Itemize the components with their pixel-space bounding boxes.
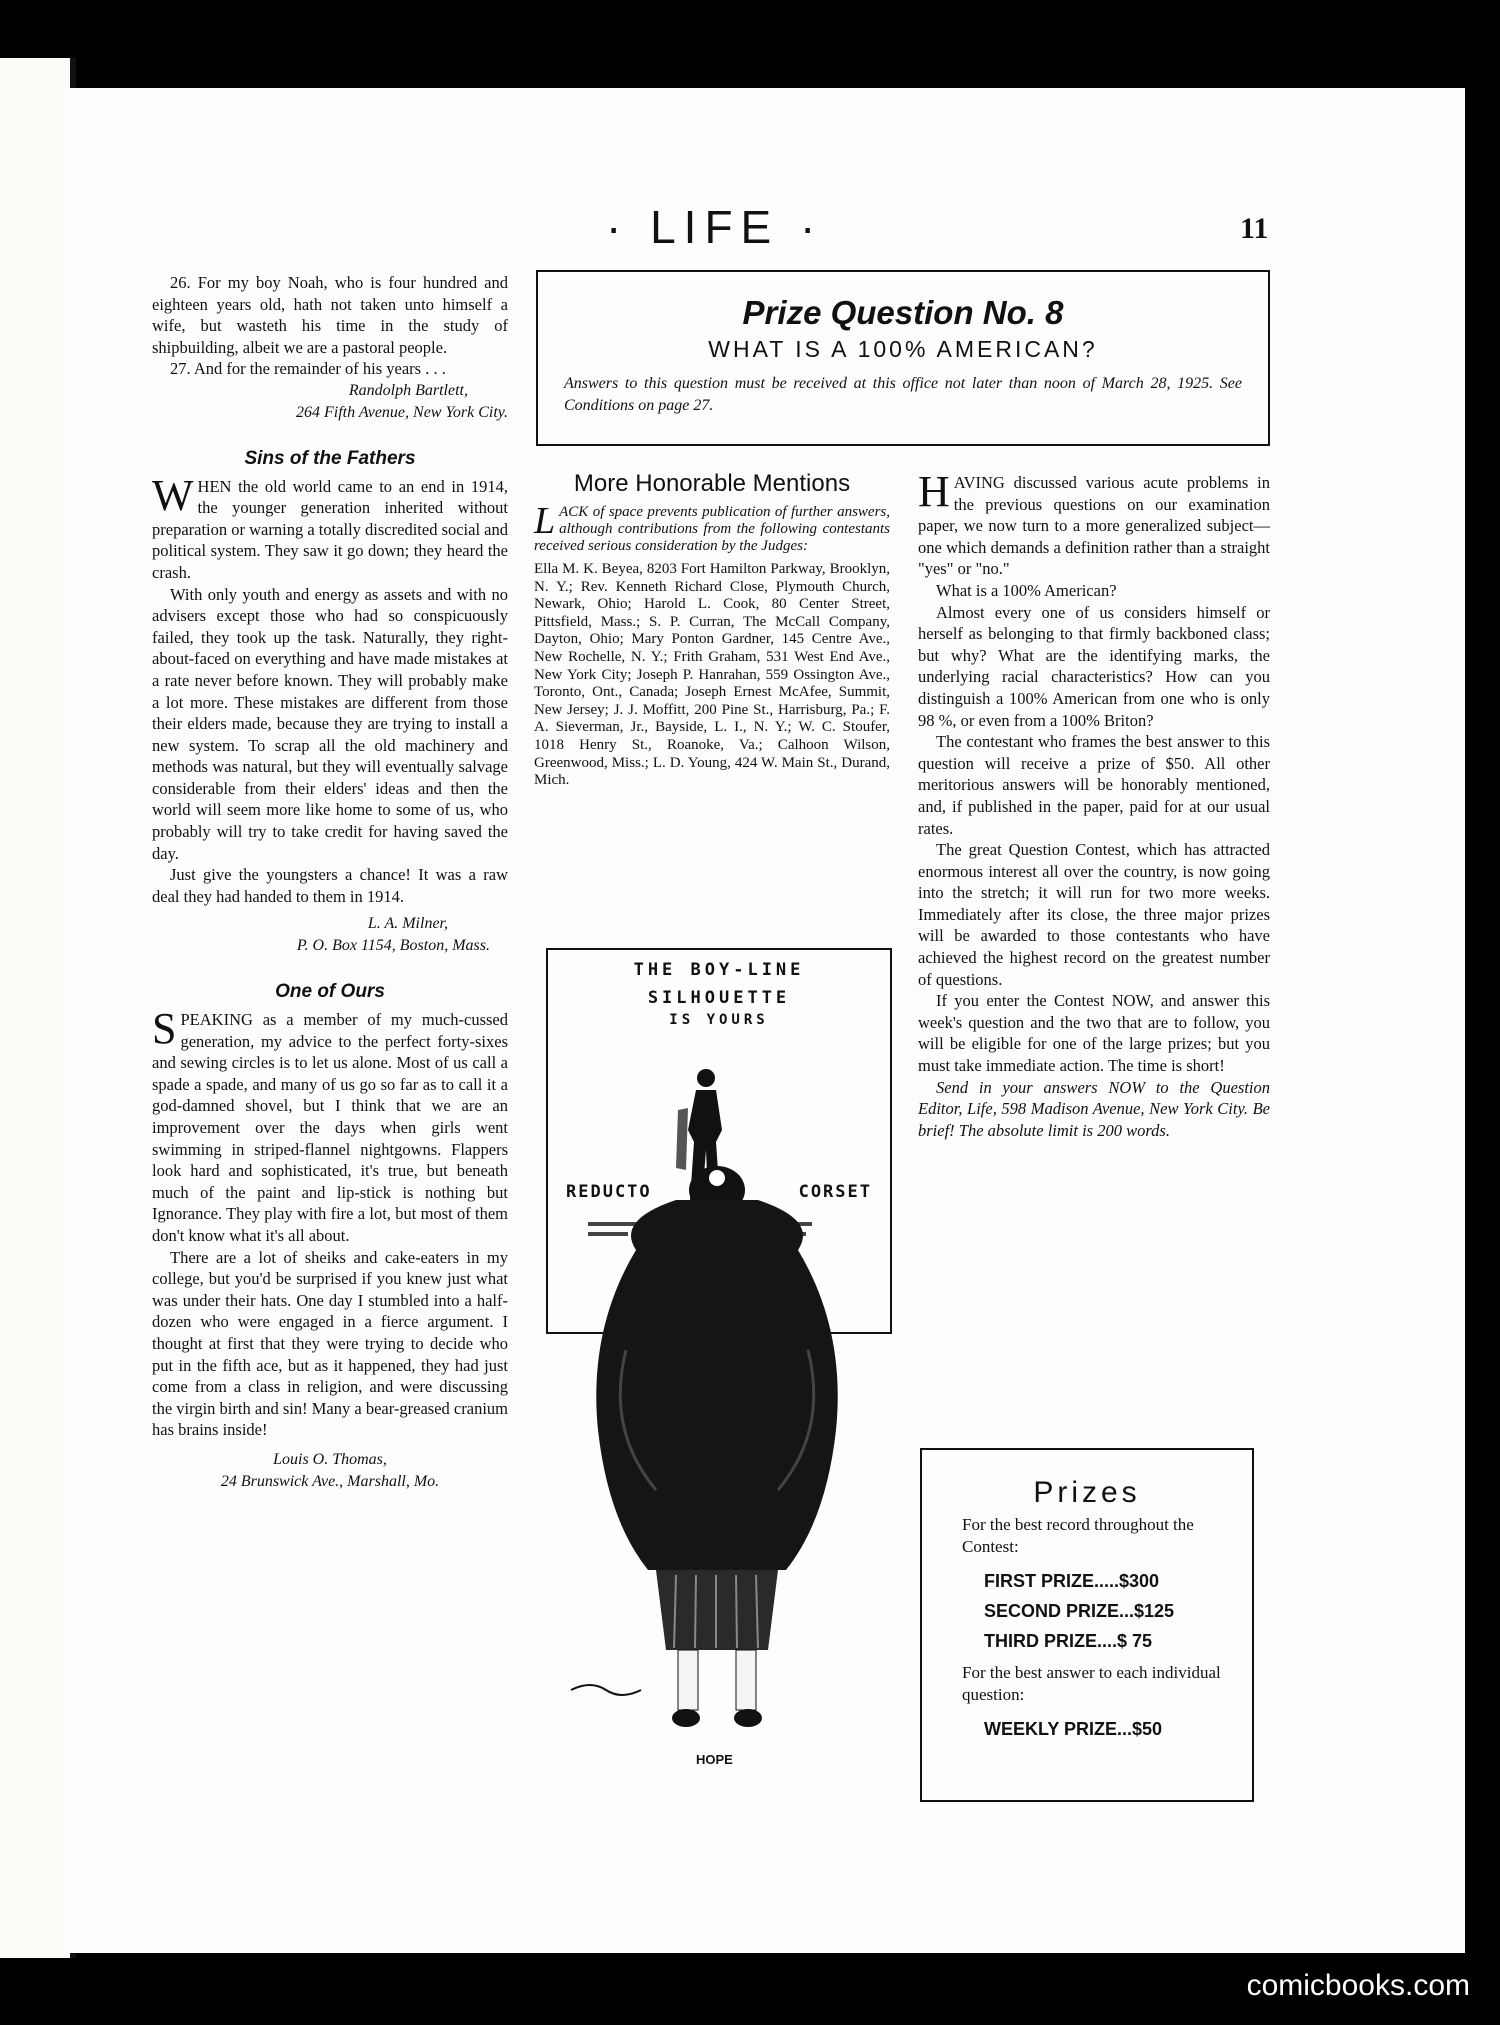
mentions-title: More Honorable Mentions	[573, 470, 851, 497]
poster-word-reducto: REDUCTO	[566, 1182, 652, 1202]
right-column	[918, 467, 1270, 1141]
right-paragraph-3: Almost every one of us considers himself or herself as belonging to that firmly backboned class; but why? What are the identifying marks, the underlying racial characteristics? How can you distinguish a 100% American from one who is only 98 %, or even from a 100% Briton?	[918, 602, 1270, 730]
poster-line-1: THE BOY-LINE	[633, 960, 805, 980]
sins-paragraph-3: Just give the youngsters a chance! It was a raw deal they had handed to them in 1914.	[152, 865, 508, 906]
drop-cap-h: H	[918, 467, 950, 516]
ours-paragraph-1: PEAKING as a member of my much-cussed generation, my advice to the perfect forty-sixes and sewing circles is to let us alone. Most of us call a spade a spade, and many of us go so far as to call it a god-damned shovel, but I think that we are an improvement over the days when girls went swimming in striped-flannel nightgowns. Flappers look hard and sophisticated, it's true, but beneath much of the paint and lip-stick is nothing but Ignorance. They play with fire a lot, but most of them don't know what it's all about.	[152, 1010, 508, 1245]
cartoon-caption: HOPE	[696, 1752, 733, 1767]
mentions-lead: ACK of space prevents publication of further answers, although contributions from the following contestants received serious consideration by the Judges:	[534, 504, 890, 554]
right-paragraph-6: If you enter the Contest NOW, and answer this week's question and the two that are to follow, you will be eligible for one of the large prizes; but you must take immediate action. The time is short!	[918, 991, 1270, 1076]
heading-one-of-ours: One of Ours	[275, 981, 385, 1003]
sins-paragraph-2: With only youth and energy as assets and with no advisers except those who had so conspicuously failed, they took up the task. Naturally, they right-about-faced on everything and have made mistakes at a rate never before known. They will probably make a lot more. These mistakes are different from those their elders made, because they are trying to install a new system. To scrap all the old machinery and methods was natural, but they will eventually salvage considerable from their elders' ideas and then the world will seem more like home to some of us, who probably will try to take credit for having saved the day.	[152, 584, 508, 863]
prize-question-title: Prize Question No. 8	[742, 294, 1064, 331]
cartoon-illustration	[546, 1050, 888, 1750]
weekly-prize: WEEKLY PRIZE...$50	[984, 1719, 1163, 1739]
signature-thomas: Louis O. Thomas,	[273, 1450, 387, 1468]
page-number: 11	[1240, 212, 1269, 245]
weekly-prize-intro: For the best answer to each individual question:	[962, 1663, 1221, 1704]
right-paragraph-4: The contestant who frames the best answer to this question will receive a prize of $50. All other meritorious answers will be honorably mentioned, and, if published in the paper, paid for at our usual rates.	[918, 732, 1270, 838]
address-bartlett: 264 Fifth Avenue, New York City.	[296, 403, 508, 421]
item-27: 27. And for the remainder of his years . . .	[170, 359, 446, 379]
prize-question-subtitle: WHAT IS A 100% AMERICAN?	[708, 336, 1098, 362]
drop-cap-w: W	[152, 470, 194, 520]
right-paragraph-2: What is a 100% American?	[936, 580, 1117, 600]
artist-signature	[571, 1685, 641, 1695]
first-prize: FIRST PRIZE.....$300	[984, 1571, 1160, 1591]
right-paragraph-5: The great Question Contest, which has attracted enormous interest all over the country, is now going into the stretch; it will run for two more weeks. Immediately after its close, the three major prizes will be awarded to those contestants who have achieved the highest record on the greatest number of questions.	[918, 840, 1270, 989]
address-milner: P. O. Box 1154, Boston, Mass.	[296, 937, 490, 955]
ours-paragraph-2: There are a lot of sheiks and cake-eaters in my college, but you'd be surprised if you knew just what was under their hats. One day I stumbled into a half-dozen who were engaged in a fierce argument. I thought at first that they were trying to decide who put in the fifth ace, but as it happened, they had just come from a class in religion, and were discussing the virgin birth and sin! Many a bear-greased cranium has brains inside!	[152, 1247, 508, 1440]
watermark: comicbooks.com	[1246, 1969, 1470, 2002]
prizes-intro: For the best record throughout the Contest:	[962, 1515, 1194, 1556]
poster-line-2: SILHOUETTE	[647, 988, 791, 1008]
right-paragraph-7: Send in your answers NOW to the Question Editor, Life, 598 Madison Avenue, New York City. Be brief! The absolute limit is 200 words.	[918, 1077, 1270, 1140]
left-column	[152, 272, 508, 1493]
heading-sins-of-the-fathers: Sins of the Fathers	[244, 447, 416, 469]
mentions-list: Ella M. K. Beyea, 8203 Fort Hamilton Parkway, Brooklyn, N. Y.; Rev. Kenneth Richard Close, Plymouth Church, Newark, Ohio; Harold L. Cook, 80 Center Street, Pittsfield, Mass.; S. P. Curran, The McCall Company, Dayton, Ohio; Mary Ponton Gardner, 145 Centre Ave., New Rochelle, N. Y.; Frith Graham, 531 West End Ave., New York City; Joseph P. Hanrahan, 559 Ossington Ave., Toronto, Ont., Canada; Joseph Ernest McAfee, Summit, New Jersey; J. J. Moffitt, 200 Pine St., Harrisburg, Pa.; F. A. Sieverman, Jr., Bayside, L. I., N. Y.; W. C. Stoufer, 1018 Henry St., Roanoke, Va.; Calhoon Wilson, Greenwood, Miss.; L. D. Young, 424 W. Main St., Durand, Mich.	[534, 561, 890, 789]
poster-word-corset: CORSET	[798, 1182, 872, 1202]
honorable-mentions	[534, 470, 890, 790]
prize-question-deadline: Answers to this question must be received at this office not later than noon of March 28, 1925. See Conditions on page 27.	[564, 375, 1242, 414]
item-26: 26. For my boy Noah, who is four hundred and eighteen years old, hath not taken unto himself a wife, but wasteth his time in the study of shipbuilding, albeit we are a pastoral people.	[152, 273, 508, 357]
signature-milner: L. A. Milner,	[367, 915, 448, 933]
signature-bartlett: Randolph Bartlett,	[348, 381, 468, 399]
drop-cap-s: S	[152, 1004, 177, 1054]
third-prize: THIRD PRIZE....$ 75	[984, 1631, 1153, 1651]
poster-line-3: IS YOURS	[669, 1012, 769, 1028]
prizes-box	[920, 1448, 1254, 1802]
second-prize: SECOND PRIZE...$125	[984, 1601, 1175, 1621]
address-thomas: 24 Brunswick Ave., Marshall, Mo.	[220, 1472, 440, 1490]
sins-paragraph-1: HEN the old world came to an end in 1914, the younger generation inherited without preparation or warning a totally discredited social and political system. They saw it go down; they heard the crash.	[152, 476, 508, 582]
large-woman-figure	[571, 1166, 838, 1727]
prize-question-box	[536, 270, 1270, 446]
drop-cap-l: L	[534, 500, 556, 542]
prizes-title: Prizes	[1033, 1476, 1141, 1509]
page-header-title: · LIFE ·	[606, 201, 824, 253]
right-paragraph-1: AVING discussed various acute problems in the previous questions on our examination paper, we now turn to a more generalized subject—one which demands a definition rather than a straight "yes" or "no."	[918, 473, 1270, 579]
